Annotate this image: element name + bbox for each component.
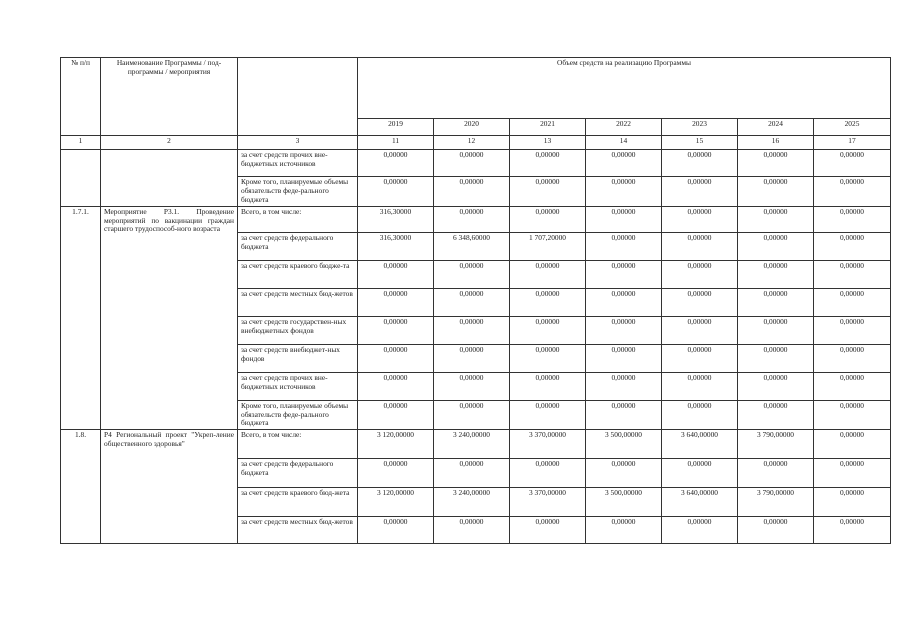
amount-cell: 0,00000 bbox=[358, 150, 434, 177]
amount-cell: 0,00000 bbox=[358, 316, 434, 344]
column-number-cell: 1 bbox=[61, 136, 101, 150]
amount-cell: 0,00000 bbox=[586, 372, 662, 400]
amount-cell: 0,00000 bbox=[662, 232, 738, 260]
amount-cell: 0,00000 bbox=[586, 288, 662, 316]
amount-cell: 1 707,20000 bbox=[510, 232, 586, 260]
amount-cell: 0,00000 bbox=[586, 150, 662, 177]
amount-cell: 0,00000 bbox=[586, 517, 662, 544]
year-cell: 2024 bbox=[738, 119, 814, 136]
amount-cell: 0,00000 bbox=[358, 372, 434, 400]
amount-cell: 0,00000 bbox=[586, 260, 662, 288]
amount-cell: 0,00000 bbox=[586, 400, 662, 430]
amount-cell: 0,00000 bbox=[662, 400, 738, 430]
amount-cell: 0,00000 bbox=[434, 288, 510, 316]
amount-cell: 0,00000 bbox=[738, 344, 814, 372]
amount-cell: 0,00000 bbox=[358, 400, 434, 430]
amount-cell: 0,00000 bbox=[738, 459, 814, 488]
amount-cell: 0,00000 bbox=[510, 316, 586, 344]
table-row bbox=[61, 206, 891, 232]
item-number bbox=[61, 150, 101, 207]
amount-cell: 3 120,00000 bbox=[358, 488, 434, 517]
amount-cell: 3 240,00000 bbox=[434, 488, 510, 517]
column-number-cell: 15 bbox=[662, 136, 738, 150]
amount-cell: 0,00000 bbox=[662, 459, 738, 488]
amount-cell: 0,00000 bbox=[434, 372, 510, 400]
amount-cell: 0,00000 bbox=[814, 344, 891, 372]
column-number-cell: 16 bbox=[738, 136, 814, 150]
amount-cell: 0,00000 bbox=[358, 344, 434, 372]
amount-cell: 0,00000 bbox=[510, 206, 586, 232]
amount-cell: 0,00000 bbox=[586, 344, 662, 372]
budget-table bbox=[60, 57, 891, 544]
amount-cell: 0,00000 bbox=[434, 517, 510, 544]
amount-cell: 0,00000 bbox=[662, 150, 738, 177]
amount-cell: 0,00000 bbox=[662, 517, 738, 544]
funding-source: Кроме того, планируемые объемы обязательств феде-рального бюджета bbox=[238, 400, 358, 430]
amount-cell: 0,00000 bbox=[510, 150, 586, 177]
amount-cell: 0,00000 bbox=[814, 316, 891, 344]
amount-cell: 0,00000 bbox=[814, 488, 891, 517]
table-row bbox=[61, 150, 891, 177]
amount-cell: 0,00000 bbox=[814, 288, 891, 316]
amount-cell: 0,00000 bbox=[814, 430, 891, 459]
amount-cell: 0,00000 bbox=[814, 232, 891, 260]
amount-cell: 0,00000 bbox=[662, 372, 738, 400]
amount-cell: 316,30000 bbox=[358, 232, 434, 260]
column-number-cell: 13 bbox=[510, 136, 586, 150]
amount-cell: 0,00000 bbox=[434, 344, 510, 372]
amount-cell: 0,00000 bbox=[434, 316, 510, 344]
amount-cell: 0,00000 bbox=[738, 232, 814, 260]
amount-cell: 0,00000 bbox=[510, 517, 586, 544]
amount-cell: 3 500,00000 bbox=[586, 488, 662, 517]
funding-source: Кроме того, планируемые объемы обязательств феде-рального бюджета bbox=[238, 177, 358, 207]
amount-cell: 3 370,00000 bbox=[510, 430, 586, 459]
amount-cell: 0,00000 bbox=[738, 260, 814, 288]
amount-cell: 3 790,00000 bbox=[738, 430, 814, 459]
amount-cell: 0,00000 bbox=[814, 177, 891, 207]
column-number-cell: 12 bbox=[434, 136, 510, 150]
amount-cell: 0,00000 bbox=[358, 459, 434, 488]
amount-cell: 0,00000 bbox=[358, 517, 434, 544]
year-cell: 2021 bbox=[510, 119, 586, 136]
funding-source: за счет средств прочих вне-бюджетных источников bbox=[238, 372, 358, 400]
amount-cell: 0,00000 bbox=[586, 232, 662, 260]
amount-cell: 0,00000 bbox=[662, 316, 738, 344]
amount-cell: 0,00000 bbox=[434, 177, 510, 207]
amount-cell: 0,00000 bbox=[814, 517, 891, 544]
amount-cell: 3 120,00000 bbox=[358, 430, 434, 459]
amount-cell: 0,00000 bbox=[738, 206, 814, 232]
amount-cell: 0,00000 bbox=[662, 206, 738, 232]
funding-source: за счет средств федерального бюджета bbox=[238, 459, 358, 488]
funding-source: за счет средств внебюджет-ных фондов bbox=[238, 344, 358, 372]
amount-cell: 0,00000 bbox=[510, 400, 586, 430]
year-cell: 2023 bbox=[662, 119, 738, 136]
funding-source: за счет средств местных бюд-жетов bbox=[238, 288, 358, 316]
amount-cell: 0,00000 bbox=[358, 288, 434, 316]
amount-cell: 3 790,00000 bbox=[738, 488, 814, 517]
column-number-cell: 11 bbox=[358, 136, 434, 150]
header-source bbox=[238, 58, 358, 136]
column-number-cell: 3 bbox=[238, 136, 358, 150]
amount-cell: 0,00000 bbox=[814, 206, 891, 232]
amount-cell: 0,00000 bbox=[510, 459, 586, 488]
amount-cell: 0,00000 bbox=[510, 260, 586, 288]
amount-cell: 3 240,00000 bbox=[434, 430, 510, 459]
column-number-cell: 14 bbox=[586, 136, 662, 150]
amount-cell: 0,00000 bbox=[738, 517, 814, 544]
funding-source: за счет средств прочих вне-бюджетных источников bbox=[238, 150, 358, 177]
amount-cell: 0,00000 bbox=[586, 177, 662, 207]
funding-source: за счет средств краевого бюд-жета bbox=[238, 488, 358, 517]
amount-cell: 0,00000 bbox=[738, 150, 814, 177]
amount-cell: 0,00000 bbox=[510, 344, 586, 372]
amount-cell: 0,00000 bbox=[738, 316, 814, 344]
funding-source: Всего, в том числе: bbox=[238, 430, 358, 459]
amount-cell: 0,00000 bbox=[434, 150, 510, 177]
item-name: Р4 Региональный проект "Укреп-ление общественного здоровья" bbox=[101, 430, 238, 544]
amount-cell: 0,00000 bbox=[662, 177, 738, 207]
item-name: Мероприятие Р3.1. Проведение мероприятий по вакцинации граждан старшего трудоспособ-ного возраста bbox=[101, 206, 238, 430]
item-name bbox=[101, 150, 238, 207]
amount-cell: 0,00000 bbox=[586, 206, 662, 232]
item-number: 1.7.1. bbox=[61, 206, 101, 430]
amount-cell: 0,00000 bbox=[358, 177, 434, 207]
funding-source: за счет средств краевого бюдже-та bbox=[238, 260, 358, 288]
amount-cell: 316,30000 bbox=[358, 206, 434, 232]
header-no: № п/п bbox=[61, 58, 101, 136]
amount-cell: 0,00000 bbox=[510, 177, 586, 207]
year-cell: 2022 bbox=[586, 119, 662, 136]
amount-cell: 3 500,00000 bbox=[586, 430, 662, 459]
column-number-cell: 2 bbox=[101, 136, 238, 150]
amount-cell: 0,00000 bbox=[814, 372, 891, 400]
funding-source: за счет средств федерального бюджета bbox=[238, 232, 358, 260]
amount-cell: 0,00000 bbox=[662, 288, 738, 316]
amount-cell: 3 640,00000 bbox=[662, 430, 738, 459]
amount-cell: 0,00000 bbox=[814, 400, 891, 430]
amount-cell: 0,00000 bbox=[662, 344, 738, 372]
year-cell: 2020 bbox=[434, 119, 510, 136]
table-row bbox=[61, 430, 891, 459]
amount-cell: 0,00000 bbox=[586, 316, 662, 344]
funding-source: Всего, в том числе: bbox=[238, 206, 358, 232]
amount-cell: 0,00000 bbox=[434, 260, 510, 288]
amount-cell: 0,00000 bbox=[738, 288, 814, 316]
amount-cell: 0,00000 bbox=[358, 260, 434, 288]
amount-cell: 0,00000 bbox=[814, 459, 891, 488]
amount-cell: 0,00000 bbox=[662, 260, 738, 288]
amount-cell: 0,00000 bbox=[738, 177, 814, 207]
amount-cell: 0,00000 bbox=[510, 372, 586, 400]
header-row bbox=[61, 58, 891, 119]
funding-source: за счет средств местных бюд-жетов bbox=[238, 517, 358, 544]
amount-cell: 0,00000 bbox=[510, 288, 586, 316]
column-number-row bbox=[61, 136, 891, 150]
amount-cell: 0,00000 bbox=[586, 459, 662, 488]
amount-cell: 6 348,60000 bbox=[434, 232, 510, 260]
year-cell: 2019 bbox=[358, 119, 434, 136]
item-number: 1.8. bbox=[61, 430, 101, 544]
amount-cell: 3 640,00000 bbox=[662, 488, 738, 517]
funding-source: за счет средств государствен-ных внебюджетных фондов bbox=[238, 316, 358, 344]
amount-cell: 0,00000 bbox=[738, 372, 814, 400]
amount-cell: 0,00000 bbox=[738, 400, 814, 430]
amount-cell: 0,00000 bbox=[434, 459, 510, 488]
amount-cell: 3 370,00000 bbox=[510, 488, 586, 517]
amount-cell: 0,00000 bbox=[814, 150, 891, 177]
column-number-cell: 17 bbox=[814, 136, 891, 150]
amount-cell: 0,00000 bbox=[814, 260, 891, 288]
year-cell: 2025 bbox=[814, 119, 891, 136]
header-name: Наименование Программы / под-программы / мероприятия bbox=[101, 58, 238, 136]
amount-cell: 0,00000 bbox=[434, 400, 510, 430]
header-funding-title: Объем средств на реализацию Программы bbox=[358, 58, 891, 119]
amount-cell: 0,00000 bbox=[434, 206, 510, 232]
